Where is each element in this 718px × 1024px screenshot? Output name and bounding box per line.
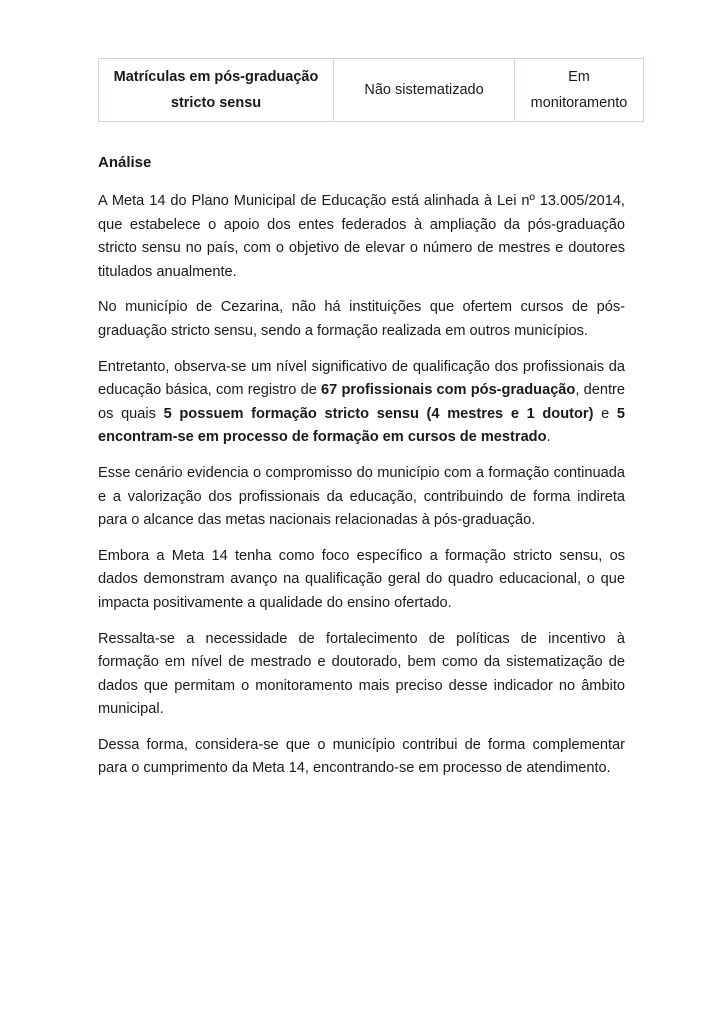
indicator-value-cell [334, 59, 515, 122]
paragraph-3-bold-a: 67 profissionais com pós-graduação [321, 382, 576, 399]
table-row [99, 59, 644, 122]
paragraph-3-bold-c: 5 encontram-se em processo de formação em cursos de mestrado [98, 405, 625, 446]
paragraph-5: Embora a Meta 14 tenha como foco específico a formação stricto sensu, os dados demonstram avanço na qualificação geral do quadro educacional, o que impacta positivamente a qualidade do ensino ofertado. [98, 547, 625, 611]
paragraph-1: A Meta 14 do Plano Municipal de Educação está alinhada à Lei nº 13.005/2014, que estabelece o apoio dos entes federados à ampliação da pós-graduação stricto sensu no país, com o objetivo de elevar o número de mestres e doutores titulados anualmente. [98, 193, 625, 280]
indicator-value: Não sistematizado [364, 82, 484, 98]
analysis-heading: Análise [98, 154, 152, 171]
paragraph-3 [98, 356, 625, 450]
paragraph-3-bold-b: 5 possuem formação stricto sensu (4 mestres e 1 doutor) [163, 405, 594, 422]
indicator-status-cell [515, 59, 644, 122]
indicator-table [98, 58, 644, 122]
paragraph-3-text-a: Entretanto, observa-se um nível significativo de qualificação dos profissionais da educação básica, com registro de [98, 358, 625, 399]
paragraph-3-text-d: . [546, 429, 551, 446]
indicator-name-line2: stricto sensu [170, 95, 262, 111]
analysis-section [98, 152, 625, 793]
paragraph-4: Esse cenário evidencia o compromisso do município com a formação continuada e a valorização dos profissionais da educação, contribuindo de forma indireta para o alcance das metas nacionais relacionadas à pós-graduação. [98, 464, 625, 529]
paragraph-2: No município de Cezarina, não há instituições que ofertem cursos de pós-graduação stricto sensu, sendo a formação realizada em outros municípios. [98, 299, 625, 339]
paragraph-6: Ressalta-se a necessidade de fortalecimento de políticas de incentivo à formação em nível de mestrado e doutorado, bem como da sistematização de dados que permitam o monitoramento mais preciso desse indicador no âmbito municipal. [98, 630, 625, 718]
paragraph-3-text-b: , dentre os quais [98, 382, 625, 422]
indicator-cell [99, 59, 334, 122]
indicator-name-line1: Matrículas em pós-graduação [113, 69, 319, 85]
paragraph-7: Dessa forma, considera-se que o município contribui de forma complementar para o cumprimento da Meta 14, encontrando-se em processo de atendimento. [98, 736, 625, 777]
indicator-status-line2: monitoramento [530, 95, 628, 111]
paragraph-3-text-c: e [593, 405, 617, 422]
indicator-status-line1: Em [568, 69, 590, 85]
